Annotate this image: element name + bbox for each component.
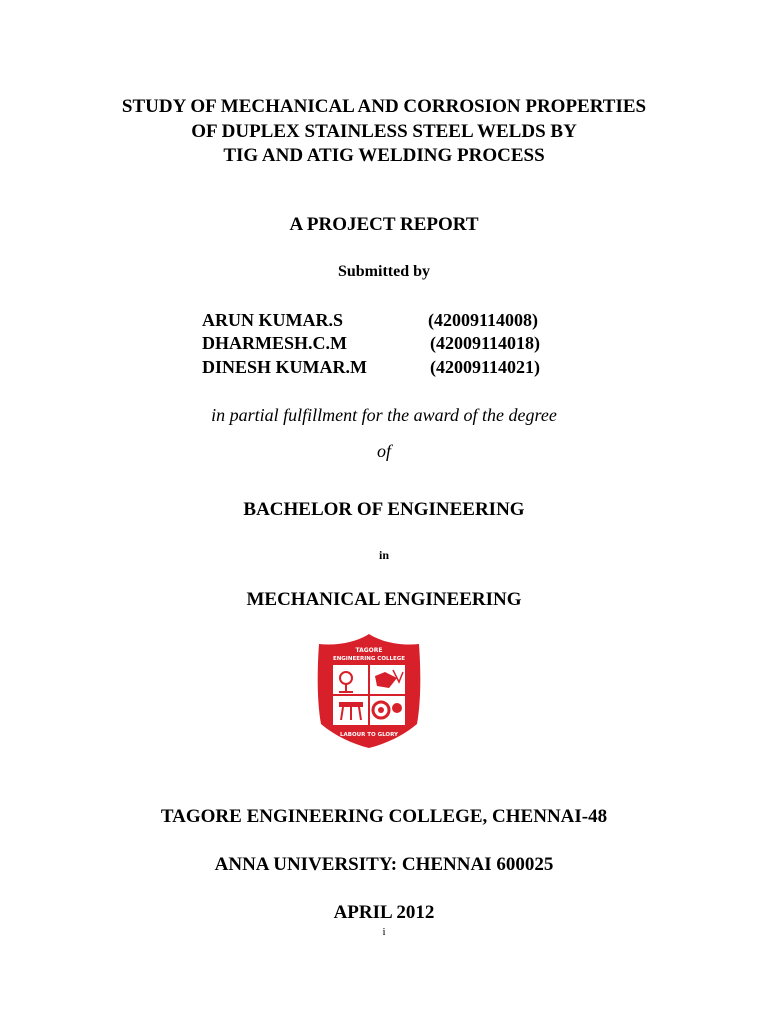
title-line-1: STUDY OF MECHANICAL AND CORROSION PROPERTIES	[121, 96, 647, 117]
page-number: i	[382, 926, 386, 938]
author-row	[202, 310, 582, 332]
title-line-2: OF DUPLEX STAINLESS STEEL WELDS BY	[191, 121, 577, 142]
report-type: A PROJECT REPORT	[289, 214, 479, 235]
author-name: ARUN KUMAR.S	[202, 310, 343, 330]
crest-top-text-1: TAGORE	[355, 647, 383, 654]
author-id: (42009114018)	[430, 333, 540, 353]
author-row	[202, 357, 582, 379]
department-name: MECHANICAL ENGINEERING	[246, 589, 522, 610]
of-text: of	[376, 441, 391, 461]
author-id: (42009114021)	[430, 357, 540, 377]
title-line-3: TIG AND ATIG WELDING PROCESS	[223, 145, 545, 166]
author-name: DHARMESH.C.M	[202, 333, 347, 353]
crest-top-text-2: ENGINEERING COLLEGE	[332, 656, 406, 662]
author-id: (42009114008)	[428, 310, 538, 330]
crest-anvil-icon	[339, 702, 363, 707]
fulfillment-text: in partial fulfillment for the award of the degree	[211, 405, 557, 425]
author-row	[202, 333, 582, 355]
in-text: in	[378, 548, 389, 562]
crest-gear-hub	[378, 707, 384, 713]
crest-motto: LABOUR TO GLORY	[339, 732, 399, 738]
degree-name: BACHELOR OF ENGINEERING	[243, 499, 525, 520]
report-date: APRIL 2012	[333, 902, 435, 923]
submitted-by-label: Submitted by	[337, 263, 431, 280]
college-logo	[313, 632, 425, 750]
university-name: ANNA UNIVERSITY: CHENNAI 600025	[214, 854, 554, 875]
crest-wheel-icon	[392, 703, 402, 713]
college-name: TAGORE ENGINEERING COLLEGE, CHENNAI-48	[160, 806, 608, 827]
author-name: DINESH KUMAR.M	[202, 357, 367, 377]
college-crest-icon	[313, 632, 425, 750]
